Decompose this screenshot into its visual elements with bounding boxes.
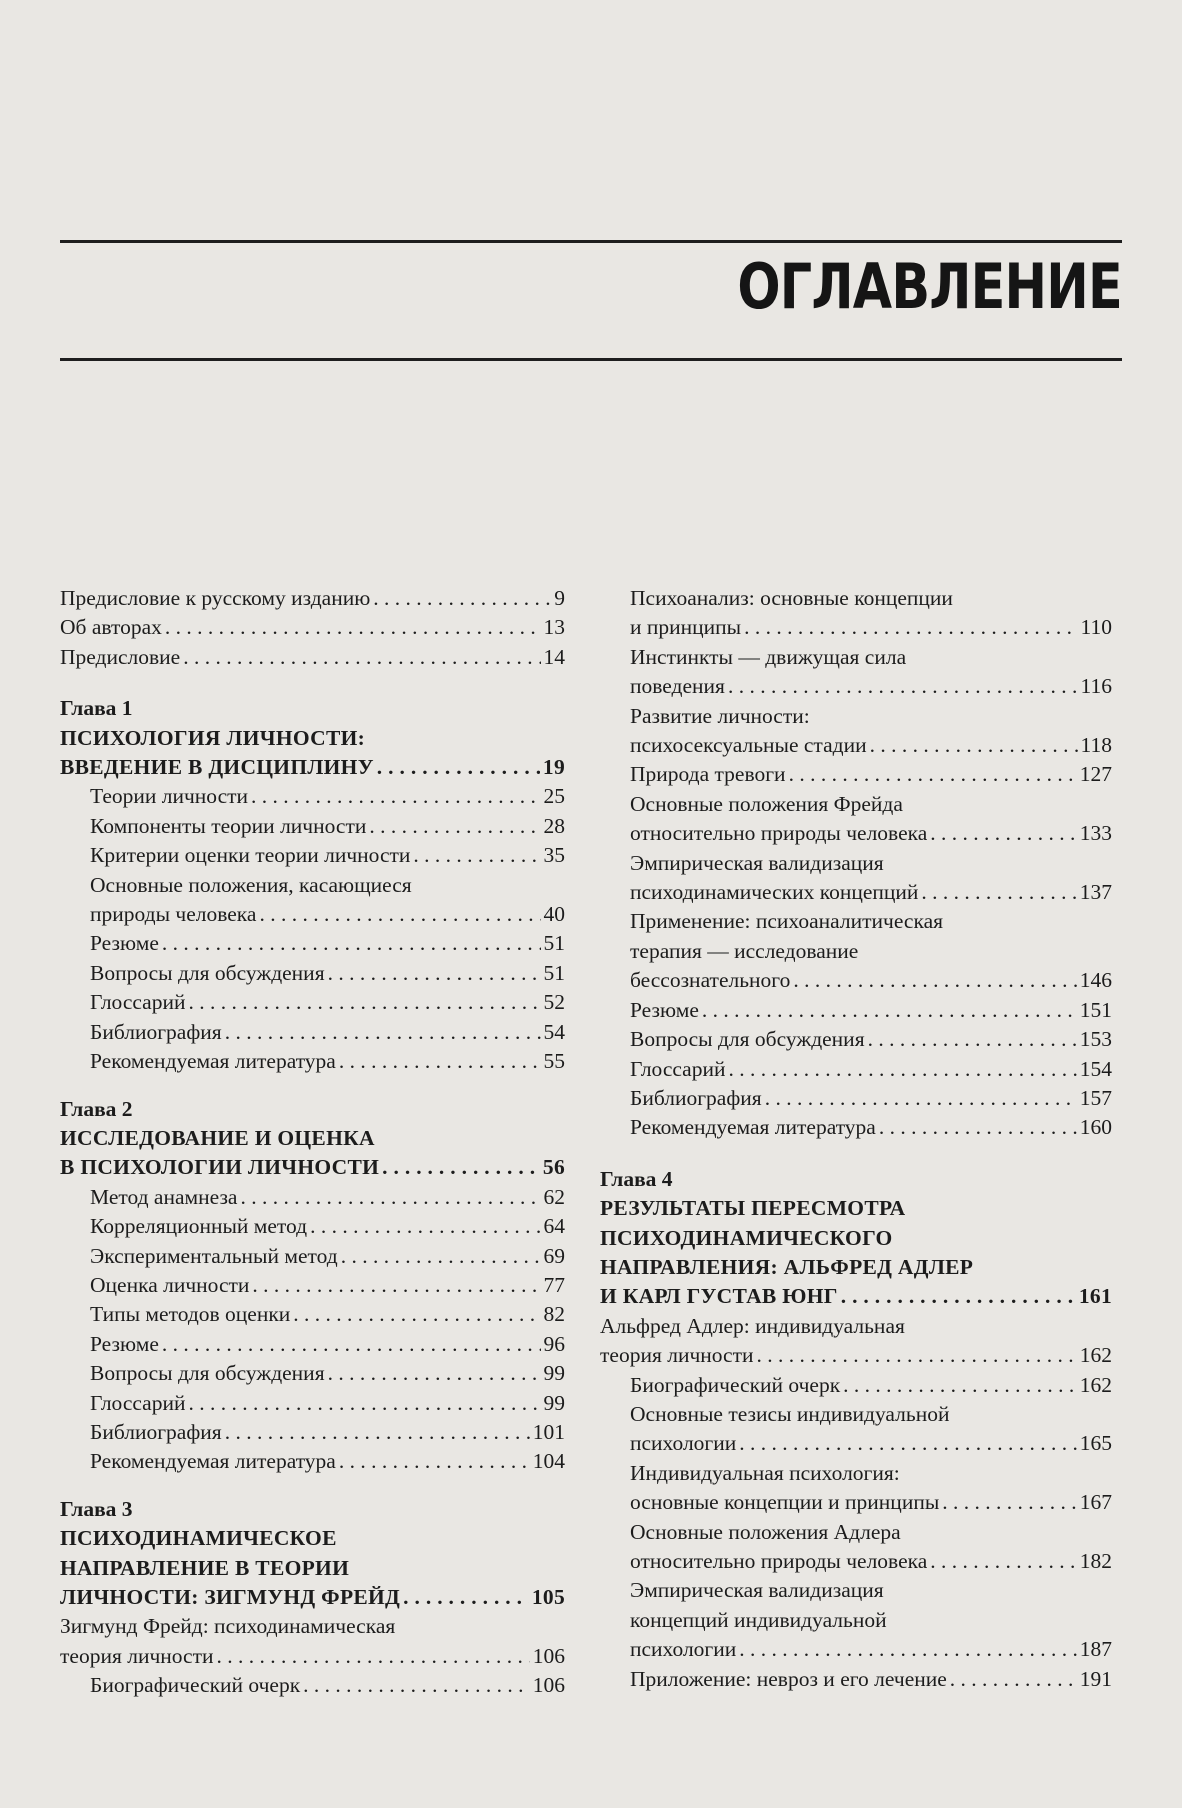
entry-page: 146 <box>1079 968 1112 993</box>
entry-title: Рекомендуемая литература <box>90 1449 336 1474</box>
entry-page: 64 <box>543 1214 565 1239</box>
entry-page: 162 <box>1079 1372 1112 1397</box>
entry-title: Биографический очерк <box>630 1372 841 1397</box>
entry-page: 54 <box>543 1019 565 1044</box>
entry-title-line: Применение: психоаналитическая <box>630 909 944 934</box>
chapter-title-line: И КАРЛ ГУСТАВ ЮНГ <box>600 1284 838 1309</box>
entry-page: 118 <box>1080 733 1112 758</box>
chapter-label: Глава 3 <box>60 1496 133 1521</box>
chapter-title-line: ПСИХОЛОГИЯ ЛИЧНОСТИ: <box>60 725 366 750</box>
entry-title: относительно природы человека <box>630 1549 928 1573</box>
chapter-title[interactable] <box>60 724 565 783</box>
toc-entry[interactable] <box>630 1400 1112 1459</box>
entry-page: 77 <box>543 1272 565 1297</box>
chapter-label: Глава 4 <box>600 1166 673 1191</box>
entry-page: 110 <box>1080 615 1112 640</box>
toc-entry[interactable] <box>630 849 1112 908</box>
toc-right-column <box>600 584 1112 1694</box>
toc-entry[interactable] <box>90 871 565 930</box>
section-title-line: Альфред Адлер: индивидуальная <box>600 1313 905 1338</box>
chapter-title[interactable] <box>60 1124 565 1183</box>
entry-title: Библиография <box>90 1419 222 1444</box>
toc-entry[interactable] <box>630 643 1112 702</box>
toc-entry[interactable] <box>90 1018 565 1047</box>
toc-entry[interactable] <box>630 702 1112 761</box>
toc-entry[interactable] <box>90 1212 565 1241</box>
chapter-label: Глава 2 <box>60 1096 133 1121</box>
entry-title: Резюме <box>630 997 699 1022</box>
entry-page: 160 <box>1079 1115 1112 1140</box>
toc-entry[interactable] <box>90 841 565 870</box>
entry-title: Природа тревоги <box>630 762 786 787</box>
entry-title-line: Эмпирическая валидизация <box>630 1578 884 1603</box>
toc-entry[interactable] <box>630 1576 1112 1664</box>
entry-title: Компоненты теории личности <box>90 813 367 838</box>
entry-title: Корреляционный метод <box>90 1214 308 1239</box>
toc-entry[interactable] <box>630 584 1112 643</box>
entry-title: Рекомендуемая литература <box>630 1115 876 1140</box>
entry-title: психологии <box>630 1431 737 1456</box>
entry-title: относительно природы человека <box>630 821 928 846</box>
entry-title: Глоссарий <box>630 1056 726 1081</box>
entry-title-line: Инстинкты — движущая сила <box>630 644 907 669</box>
entry-title: природы человека <box>90 902 257 927</box>
toc-entry[interactable] <box>90 1300 565 1329</box>
toc-entry[interactable] <box>630 1084 1112 1113</box>
entry-page: 154 <box>1079 1056 1112 1081</box>
entry-title: поведения <box>630 674 725 699</box>
entry-page: 133 <box>1079 821 1112 846</box>
entry-page: 187 <box>1079 1637 1112 1662</box>
entry-title-line: Психоанализ: основные концепции <box>630 586 953 610</box>
entry-title: психологии <box>630 1637 737 1662</box>
entry-title: Теории личности <box>90 784 249 809</box>
entry-title: Критерии оценки теории личности <box>90 843 411 868</box>
toc-entry[interactable] <box>90 1671 565 1700</box>
entry-title: Вопросы для обсуждения <box>90 960 325 985</box>
toc-entry[interactable] <box>90 929 565 958</box>
entry-page: 62 <box>543 1184 565 1209</box>
entry-title: Резюме <box>90 931 159 956</box>
section-title: теория личности <box>600 1343 754 1368</box>
toc-entry[interactable] <box>630 790 1112 849</box>
toc-entry[interactable] <box>90 988 565 1017</box>
toc-section[interactable] <box>60 1612 565 1671</box>
entry-title-line: Индивидуальная психология: <box>630 1460 900 1485</box>
toc-entry[interactable] <box>60 613 565 642</box>
chapter-title-line: В ПСИХОЛОГИИ ЛИЧНОСТИ <box>60 1155 380 1180</box>
entry-page: 167 <box>1079 1490 1112 1515</box>
entry-page: 35 <box>543 843 565 868</box>
toc-entry[interactable] <box>90 1389 565 1418</box>
page-title: ОГЛАВЛЕНИЕ <box>737 250 1122 323</box>
entry-title: психосексуальные стадии <box>630 733 867 758</box>
entry-page: 165 <box>1079 1431 1112 1456</box>
section-title-line: Зигмунд Фрейд: психодинамическая <box>60 1614 396 1639</box>
bottom-rule <box>60 358 1122 361</box>
entry-title: Приложение: невроз и его лечение <box>630 1666 947 1691</box>
entry-title: Биографический очерк <box>90 1673 301 1698</box>
entry-title: Метод анамнеза <box>90 1184 238 1209</box>
toc-entry[interactable] <box>90 959 565 988</box>
entry-page: 104 <box>532 1449 565 1474</box>
entry-title: Об авторах <box>60 615 162 640</box>
entry-page: 52 <box>543 990 565 1015</box>
toc-entry[interactable] <box>90 1242 565 1271</box>
entry-title: основные концепции и принципы <box>630 1490 940 1515</box>
entry-page: 40 <box>543 902 565 927</box>
entry-page: 105 <box>531 1585 565 1609</box>
toc-section[interactable] <box>600 1312 1112 1371</box>
toc-entry[interactable] <box>630 1025 1112 1054</box>
toc-entry[interactable] <box>630 1055 1112 1084</box>
toc-entry[interactable] <box>60 584 565 613</box>
entry-title: Библиография <box>630 1085 762 1110</box>
toc-entry[interactable] <box>90 1047 565 1076</box>
toc-entry[interactable] <box>630 760 1112 789</box>
top-rule <box>60 240 1122 243</box>
entry-page: 51 <box>543 960 565 985</box>
entry-title-line: Основные положения Фрейда <box>630 791 903 816</box>
entry-title: Глоссарий <box>90 1390 186 1415</box>
toc-entry[interactable] <box>90 1183 565 1212</box>
entry-page: 25 <box>543 784 565 809</box>
entry-title: Оценка личности <box>90 1272 250 1297</box>
entry-page: 9 <box>554 586 565 610</box>
toc-entry[interactable] <box>630 1665 1112 1694</box>
entry-title: бессознательного <box>630 968 791 993</box>
entry-title-line: Развитие личности: <box>630 703 810 728</box>
toc-entry[interactable] <box>90 1359 565 1388</box>
entry-page: 127 <box>1079 762 1112 787</box>
section-title: теория личности <box>60 1643 214 1668</box>
entry-page: 137 <box>1079 880 1112 905</box>
chapter-title-line: ПСИХОДИНАМИЧЕСКОЕ <box>60 1526 337 1551</box>
toc-entry[interactable] <box>630 996 1112 1025</box>
entry-title: Предисловие к русскому изданию <box>60 586 371 610</box>
chapter-title-line: РЕЗУЛЬТАТЫ ПЕРЕСМОТРА <box>600 1196 906 1221</box>
entry-page: 182 <box>1079 1549 1112 1573</box>
entry-title: и принципы <box>630 615 742 640</box>
entry-title: Вопросы для обсуждения <box>630 1027 865 1052</box>
chapter-title[interactable] <box>600 1194 1112 1312</box>
chapter-title-line: ПСИХОДИНАМИЧЕСКОГО <box>600 1225 893 1250</box>
chapter-title-line: НАПРАВЛЕНИЕ В ТЕОРИИ <box>60 1555 350 1580</box>
entry-title: Экспериментальный метод <box>90 1243 338 1268</box>
entry-page: 19 <box>542 755 565 780</box>
entry-page: 161 <box>1078 1284 1112 1309</box>
chapter-title-line: ИССЛЕДОВАНИЕ И ОЦЕНКА <box>60 1125 375 1150</box>
chapter-label: Глава 1 <box>60 696 133 721</box>
toc-entry[interactable] <box>90 812 565 841</box>
entry-page: 51 <box>543 931 565 956</box>
entry-page: 14 <box>543 644 565 669</box>
toc-entry[interactable] <box>630 1113 1112 1142</box>
entry-title-line: терапия — исследование <box>630 938 859 963</box>
entry-page: 151 <box>1079 997 1112 1022</box>
toc-entry[interactable] <box>90 1418 565 1447</box>
entry-title-line: концепций индивидуальной <box>630 1607 887 1632</box>
entry-page: 153 <box>1079 1027 1112 1052</box>
toc-left-column <box>60 584 565 1701</box>
toc-entry[interactable] <box>90 1271 565 1300</box>
toc-entry[interactable] <box>630 1371 1112 1400</box>
entry-title-line: Эмпирическая валидизация <box>630 850 884 875</box>
entry-page: 106 <box>532 1673 565 1698</box>
entry-title: Типы методов оценки <box>90 1302 291 1327</box>
toc-entry[interactable] <box>90 1447 565 1476</box>
entry-page: 101 <box>532 1419 565 1444</box>
entry-title: Предисловие <box>60 644 181 669</box>
entry-title-line: Основные положения Адлера <box>630 1519 901 1544</box>
entry-title: психодинамических концепций <box>630 880 919 905</box>
toc-entry[interactable] <box>60 643 565 672</box>
entry-page: 13 <box>543 615 565 640</box>
entry-page: 28 <box>543 813 565 838</box>
entry-title: Библиография <box>90 1019 222 1044</box>
chapter-title-line: НАПРАВЛЕНИЯ: АЛЬФРЕД АДЛЕР <box>600 1254 974 1279</box>
toc-entry[interactable] <box>90 782 565 811</box>
toc-entry[interactable] <box>630 1459 1112 1518</box>
entry-page: 56 <box>542 1155 565 1180</box>
entry-title-line: Основные положения, касающиеся <box>90 872 412 897</box>
entry-title: Вопросы для обсуждения <box>90 1361 325 1386</box>
entry-page: 116 <box>1080 674 1112 699</box>
entry-page: 162 <box>1079 1343 1112 1368</box>
toc-entry[interactable] <box>630 907 1112 995</box>
entry-page: 96 <box>543 1331 565 1356</box>
entry-title: Рекомендуемая литература <box>90 1049 336 1074</box>
entry-page: 55 <box>543 1049 565 1074</box>
chapter-title[interactable] <box>60 1524 565 1612</box>
toc-entry[interactable] <box>90 1330 565 1359</box>
chapter-title-line: ВВЕДЕНИЕ В ДИСЦИПЛИНУ <box>60 755 374 780</box>
entry-page: 82 <box>543 1302 565 1327</box>
entry-page: 69 <box>543 1243 565 1268</box>
entry-page: 106 <box>532 1643 565 1668</box>
entry-page: 157 <box>1079 1085 1112 1110</box>
entry-title: Резюме <box>90 1331 159 1356</box>
entry-title-line: Основные тезисы индивидуальной <box>630 1401 950 1426</box>
chapter-title-line: ЛИЧНОСТИ: ЗИГМУНД ФРЕЙД <box>60 1585 401 1609</box>
toc-entry[interactable] <box>630 1518 1112 1577</box>
entry-page: 191 <box>1079 1666 1112 1691</box>
entry-page: 99 <box>543 1361 565 1386</box>
entry-title: Глоссарий <box>90 990 186 1015</box>
entry-page: 99 <box>543 1390 565 1415</box>
